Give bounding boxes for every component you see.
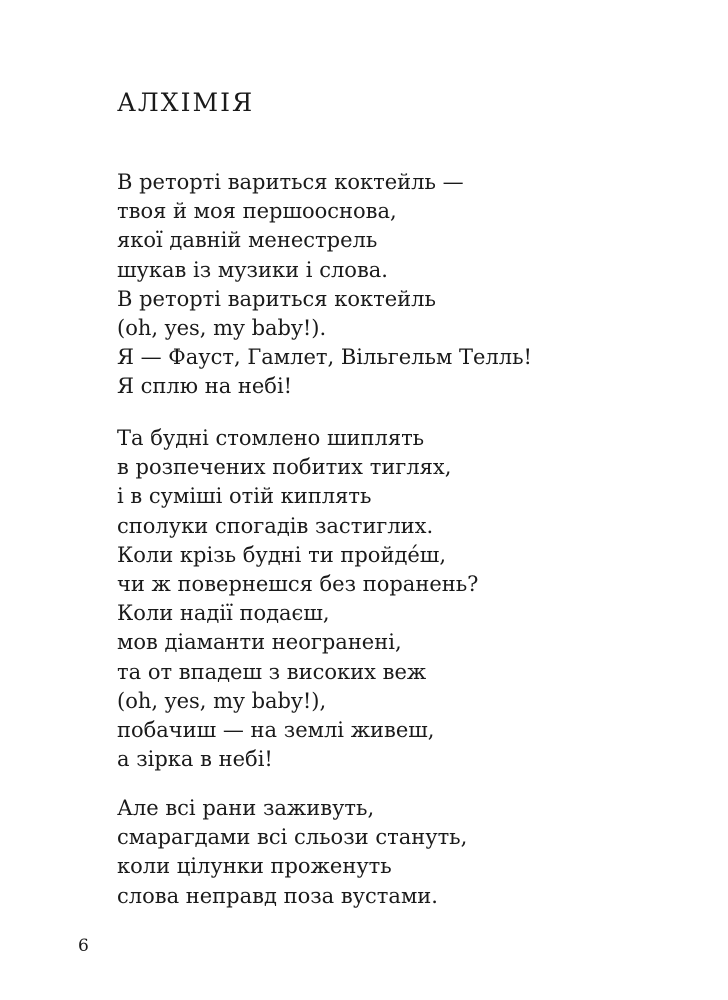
- page-number: 6: [78, 936, 89, 956]
- stanza-2: [117, 424, 478, 774]
- poem-line: та от впадеш з високих веж: [117, 659, 427, 684]
- poem-line: (oh, yes, my baby!),: [117, 688, 327, 713]
- poem-line: Я — Фауст, Гамлет, Вільгельм Телль!: [117, 345, 532, 370]
- poem-line: і в суміші отій киплять: [117, 484, 372, 509]
- poem-line: твоя й моя першооснова,: [117, 199, 397, 224]
- poem-title: АЛХІМІЯ: [117, 88, 255, 117]
- poem-line: побачиш — на землі живеш,: [117, 718, 435, 743]
- poem-line: смарагдами всі сльози стануть,: [117, 825, 468, 850]
- poem-line: а зірка в небі!: [117, 747, 273, 772]
- poem-line: Та будні стомлено шиплять: [117, 426, 425, 450]
- poem-line: мов діаманти неогранені,: [117, 630, 402, 655]
- poem-line: В реторті вариться коктейль: [117, 286, 436, 311]
- poem-line: коли цілунки проженуть: [117, 854, 392, 879]
- poem-line: сполуки спогадів застиглих.: [117, 513, 434, 538]
- poem-line: Я сплю на небі!: [117, 374, 293, 399]
- stanza-3: [117, 794, 467, 911]
- poem-line: Але всі рани заживуть,: [117, 796, 375, 820]
- poem-line: в розпечених побитих тиглях,: [117, 455, 452, 480]
- poem-line: В реторті вариться коктейль —: [117, 170, 464, 194]
- poem-line: шукав із музики і слова.: [117, 257, 388, 282]
- poem-line: чи ж повернешся без поранень?: [117, 572, 479, 597]
- poem-line: (oh, yes, my baby!).: [117, 316, 327, 341]
- poem-line: Коли крізь будні ти пройде́ш,: [117, 542, 446, 567]
- poem-line: якої давній менестрель: [117, 228, 378, 253]
- stanza-1: [117, 168, 532, 402]
- poem-line: Коли надії подаєш,: [117, 601, 330, 626]
- poem-line: слова неправд поза вустами.: [117, 883, 438, 908]
